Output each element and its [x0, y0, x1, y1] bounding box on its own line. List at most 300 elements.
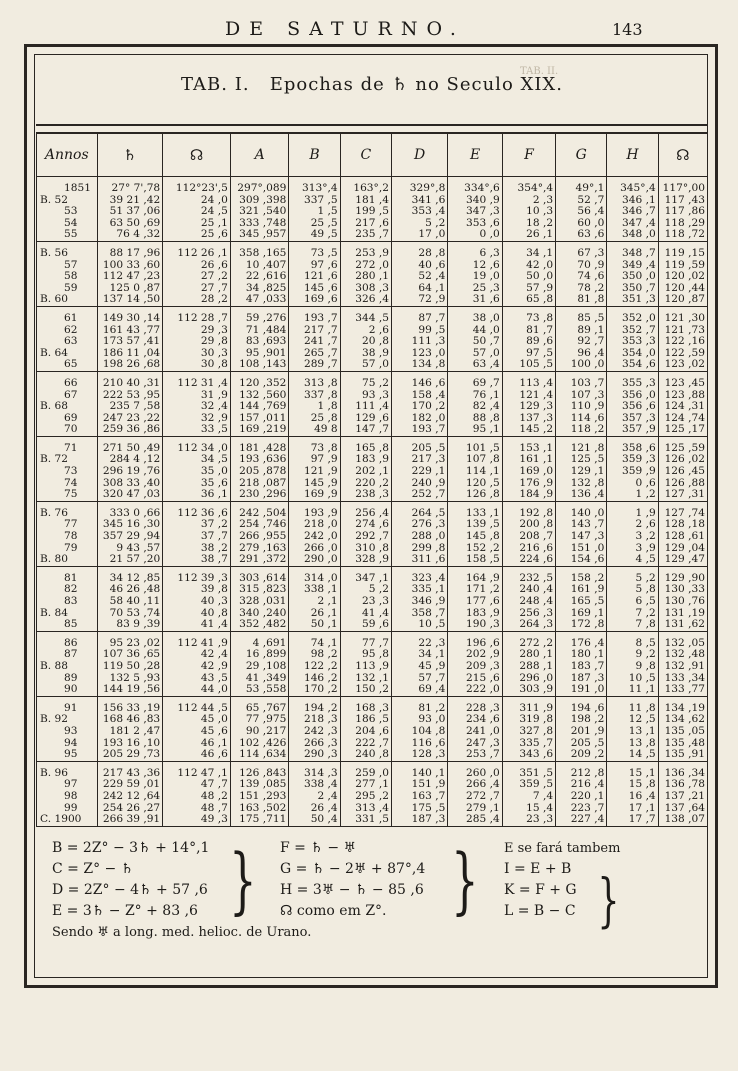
value-cell [556, 306, 607, 371]
value: 181 ,4 [355, 193, 389, 206]
value-cell [556, 631, 607, 696]
value: 57 ,9 [526, 281, 554, 294]
value: 133 ,34 [664, 671, 705, 684]
table-row [37, 761, 708, 826]
value: 288 ,1 [519, 659, 554, 672]
value: 112 47 ,23 [102, 270, 161, 283]
value: 205 ,5 [570, 736, 605, 749]
value-cell [502, 371, 555, 436]
value: 151 ,293 [239, 789, 287, 802]
value: 163°,2 [353, 182, 389, 194]
value-cell [163, 761, 231, 826]
value: 133 ,1 [466, 506, 500, 519]
value: 0 ,0 [479, 228, 500, 241]
value: 358 ,165 [239, 246, 287, 259]
value: 253 ,7 [466, 748, 500, 761]
value: 285 ,4 [466, 813, 500, 826]
value: 107 ,3 [570, 388, 605, 401]
value: 29 ,8 [200, 335, 228, 348]
column-header-5: C [340, 133, 391, 177]
title-rule [36, 124, 708, 126]
value: 126 ,45 [664, 465, 705, 478]
value: 95 23 ,02 [109, 636, 161, 649]
value-cell [289, 566, 340, 631]
value: 17 ,0 [418, 228, 446, 241]
value: 134 ,8 [411, 358, 446, 371]
value: 222 ,0 [466, 683, 500, 696]
value: 136 ,78 [664, 778, 705, 791]
value: 223 ,7 [570, 801, 605, 814]
year-label: B. 68 [40, 400, 68, 413]
value-cell [230, 371, 288, 436]
value: 349 ,4 [621, 258, 656, 271]
value: 52 ,7 [577, 193, 605, 206]
value: 50 ,4 [310, 813, 338, 826]
value: 1 ,9 [635, 506, 656, 519]
value: 331 ,5 [355, 813, 389, 826]
value: 112 31 ,4 [177, 376, 228, 389]
value: 337 ,5 [303, 193, 338, 206]
value: 247 23 ,22 [102, 411, 161, 424]
value: 49 8 [314, 423, 338, 436]
value: 321 ,540 [239, 205, 287, 218]
value: 30 ,8 [200, 358, 228, 371]
value: 208 ,7 [519, 530, 554, 543]
value: 291 ,372 [239, 553, 287, 566]
year-label: 97 [64, 778, 78, 791]
value: 158 ,5 [466, 553, 500, 566]
value: 121 ,4 [519, 388, 554, 401]
value-cell [448, 631, 502, 696]
value: 222 ,7 [355, 736, 389, 749]
column-header-3: A [230, 133, 288, 177]
value-cell [340, 501, 391, 566]
value: 100 ,0 [570, 358, 605, 371]
value-cell [556, 177, 607, 242]
value-cell [607, 566, 658, 631]
value: 25 ,1 [200, 216, 228, 229]
year-cell [37, 566, 98, 631]
value: 359 ,9 [621, 465, 656, 478]
bleed-through-text: TAB. II. [520, 66, 559, 77]
year-label: 94 [64, 736, 78, 749]
value-cell [230, 566, 288, 631]
value: 73 ,8 [526, 311, 554, 324]
value: 353 ,4 [411, 205, 446, 218]
value: 235 ,7 [355, 228, 389, 241]
value: 112 26 ,1 [177, 246, 228, 259]
value-cell [340, 306, 391, 371]
value: 192 ,8 [519, 506, 554, 519]
value: 217 43 ,36 [102, 766, 161, 779]
value: 319 ,8 [519, 713, 554, 726]
value-cell [340, 241, 391, 306]
value: 38 ,2 [200, 541, 228, 554]
value: 47 ,033 [245, 293, 287, 306]
value: 209 ,3 [466, 659, 500, 672]
value-cell [230, 696, 288, 761]
formula-column-2 [280, 838, 425, 922]
value: 50 ,1 [310, 618, 338, 631]
value: 88 17 ,96 [109, 246, 161, 259]
value: 5 ,8 [635, 583, 656, 596]
value: 119 ,59 [664, 258, 705, 271]
value: 117 ,43 [664, 193, 705, 206]
year-label: B. 92 [40, 713, 68, 726]
value: 131 ,62 [664, 618, 705, 631]
value: 276 ,3 [411, 518, 446, 531]
year-label: 61 [64, 311, 78, 324]
value: 10 ,5 [418, 618, 446, 631]
value-cell [556, 371, 607, 436]
value: 234 ,6 [466, 713, 500, 726]
value-cell [289, 241, 340, 306]
value-cell [163, 631, 231, 696]
year-label: B. 72 [40, 453, 68, 466]
value: 26 ,1 [526, 228, 554, 241]
value: 296 19 ,76 [102, 465, 161, 478]
value-cell [607, 436, 658, 501]
year-label: B. 64 [40, 346, 68, 359]
value: 51 37 ,06 [109, 205, 161, 218]
value-cell [163, 177, 231, 242]
value: 22 ,616 [245, 270, 287, 283]
value: 26 ,1 [310, 606, 338, 619]
value: 274 ,6 [355, 518, 389, 531]
value-cell [163, 566, 231, 631]
value: 96 ,4 [577, 346, 605, 359]
value: 10 ,3 [526, 205, 554, 218]
value: 128 ,18 [664, 518, 705, 531]
value-cell [502, 241, 555, 306]
value: 329°,8 [409, 182, 446, 194]
value-cell [448, 501, 502, 566]
column-header-10: H [607, 133, 658, 177]
year-label: 95 [64, 748, 78, 761]
value: 63 ,4 [472, 358, 500, 371]
value: 272 ,7 [466, 789, 500, 802]
value-cell [97, 306, 163, 371]
value-cell [556, 436, 607, 501]
value: 345°,4 [620, 182, 656, 194]
column-header-1: ♄ [97, 133, 163, 177]
value-cell [448, 241, 502, 306]
value: 230 ,296 [239, 488, 287, 501]
value: 125 ,59 [664, 441, 705, 454]
value: 3 ,9 [635, 541, 656, 554]
year-label: B. 84 [40, 606, 68, 619]
value-cell [340, 696, 391, 761]
value: 170 ,2 [303, 683, 338, 696]
value: 15 ,1 [628, 766, 656, 779]
value: 132 ,91 [664, 659, 705, 672]
value: 266 ,955 [239, 530, 287, 543]
running-title: DE SATURNO. [225, 18, 465, 40]
value-cell [391, 177, 447, 242]
value-cell [502, 566, 555, 631]
value: 120 ,44 [664, 281, 705, 294]
value: 14 ,5 [628, 748, 656, 761]
value: 28 ,8 [418, 246, 446, 259]
year-label: 99 [64, 801, 78, 814]
value-cell [340, 177, 391, 242]
brace-3: } [597, 866, 620, 934]
value: 131 ,19 [664, 606, 705, 619]
year-label: 55 [64, 228, 78, 241]
value-cell [340, 566, 391, 631]
value: 119 ,15 [664, 246, 705, 259]
value: 151 ,0 [570, 541, 605, 554]
value-cell [607, 371, 658, 436]
value: 129 ,3 [519, 400, 554, 413]
value-cell [289, 761, 340, 826]
value-cell [97, 371, 163, 436]
value-cell [230, 177, 288, 242]
value: 266 39 ,91 [102, 813, 161, 826]
value: 17 ,7 [628, 813, 656, 826]
year-label: 67 [64, 388, 78, 401]
value: 132 ,05 [664, 636, 705, 649]
value: 46 ,6 [200, 748, 228, 761]
value: 34 ,1 [526, 246, 554, 259]
value: 153 ,1 [519, 441, 554, 454]
year-label: B. 88 [40, 659, 68, 672]
title-suffix: no Seculo XIX. [415, 74, 563, 95]
value: 132 ,560 [239, 388, 287, 401]
value-cell [289, 696, 340, 761]
year-cell [37, 631, 98, 696]
value: 181 ,428 [239, 441, 287, 454]
value: 30 ,3 [200, 346, 228, 359]
table-row [37, 371, 708, 436]
value: 340 ,9 [466, 193, 500, 206]
value: 71 ,484 [245, 323, 287, 336]
value: 254 26 ,27 [102, 801, 161, 814]
year-label: 62 [64, 323, 78, 336]
value: 107 ,8 [466, 453, 500, 466]
brace-2: } [451, 838, 479, 922]
value-cell [391, 501, 447, 566]
value: 97 ,9 [310, 453, 338, 466]
value: 46 ,1 [200, 736, 228, 749]
value: 122 ,2 [303, 659, 338, 672]
value-cell [607, 177, 658, 242]
value-cell [607, 631, 658, 696]
column-header-9: G [556, 133, 607, 177]
value: 135 ,91 [664, 748, 705, 761]
value: 193 ,7 [411, 423, 446, 436]
value: 112 41 ,9 [177, 636, 228, 649]
value-cell [658, 501, 707, 566]
value: 64 ,1 [418, 281, 446, 294]
value: 198 ,2 [570, 713, 605, 726]
year-label: 93 [64, 724, 78, 737]
value: 260 ,0 [466, 766, 500, 779]
value: 173 57 ,41 [102, 335, 161, 348]
value: 132 ,1 [355, 671, 389, 684]
value: 323 ,4 [411, 571, 446, 584]
value: 100 33 ,60 [102, 258, 161, 271]
year-label: 69 [64, 411, 78, 424]
year-label: B. 60 [40, 293, 68, 306]
value: 123 ,0 [411, 346, 446, 359]
value-cell [502, 306, 555, 371]
value: 194 ,2 [303, 701, 338, 714]
value: 145 ,8 [466, 530, 500, 543]
value: 182 ,0 [411, 411, 446, 424]
value: 314 ,0 [303, 571, 338, 584]
value-cell [289, 436, 340, 501]
value: 40 ,3 [200, 595, 228, 607]
value-cell [502, 501, 555, 566]
value: 165 ,5 [570, 595, 605, 607]
value: 5 ,2 [368, 583, 389, 596]
value: 70 ,9 [577, 258, 605, 271]
value: 127 ,74 [664, 506, 705, 519]
value: 181 2 ,47 [109, 724, 161, 737]
value: 240 ,8 [355, 748, 389, 761]
value-cell [97, 177, 163, 242]
value: 111 ,3 [411, 335, 446, 348]
value: 218 ,087 [239, 476, 287, 489]
value: 65 ,767 [245, 701, 287, 714]
value: 290 ,0 [303, 553, 338, 566]
year-label: 75 [64, 488, 78, 501]
value-cell [97, 566, 163, 631]
value: 6 ,5 [635, 595, 656, 607]
value: 112 44 ,5 [177, 701, 228, 714]
value: 24 ,5 [200, 205, 228, 218]
value: 299 ,8 [411, 541, 446, 554]
value: 163 ,7 [411, 789, 446, 802]
value-cell [163, 501, 231, 566]
value: 238 ,3 [355, 488, 389, 501]
value: 335 ,7 [519, 736, 554, 749]
value: 217 ,7 [303, 323, 338, 336]
epochs-table [36, 132, 708, 827]
year-label: 83 [64, 595, 78, 607]
value: 59 ,6 [361, 618, 389, 631]
value: 137 ,21 [664, 789, 705, 802]
value: 16 ,899 [245, 648, 287, 661]
value-cell [448, 306, 502, 371]
year-label: 74 [64, 476, 78, 489]
year-label: 91 [64, 701, 78, 714]
year-cell [37, 177, 98, 242]
value: 63 50 ,69 [109, 216, 161, 229]
value: 126 ,88 [664, 476, 705, 489]
value-cell [289, 306, 340, 371]
value: 345 16 ,30 [102, 518, 161, 531]
value: 82 ,4 [472, 400, 500, 413]
value-cell [556, 566, 607, 631]
value: 128 ,3 [411, 748, 446, 761]
value: 78 ,2 [577, 281, 605, 294]
value: 222 53 ,95 [102, 388, 161, 401]
year-label: 89 [64, 671, 78, 684]
value-cell [163, 241, 231, 306]
value: 313 ,8 [303, 376, 338, 389]
value-cell [97, 631, 163, 696]
value-cell [391, 631, 447, 696]
value: 0 ,6 [635, 476, 656, 489]
value: 354 ,6 [621, 358, 656, 371]
value: 37 ,7 [200, 530, 228, 543]
value: 337 ,8 [303, 388, 338, 401]
value: 41 ,4 [361, 606, 389, 619]
value-cell [230, 241, 288, 306]
value: 356 ,0 [621, 388, 656, 401]
value: 73 ,5 [310, 246, 338, 259]
year-cell [37, 306, 98, 371]
value: 224 ,6 [519, 553, 554, 566]
value: 97 ,6 [310, 258, 338, 271]
value: 81 ,8 [577, 293, 605, 306]
value: 356 ,6 [621, 400, 656, 413]
value: 347 ,1 [355, 571, 389, 584]
value: 171 ,2 [466, 583, 500, 596]
page-header [0, 14, 738, 42]
year-label: 98 [64, 789, 78, 802]
value-cell [448, 436, 502, 501]
value: 48 ,7 [200, 801, 228, 814]
year-label: 79 [64, 541, 78, 554]
value: 353 ,6 [466, 216, 500, 229]
value-cell [607, 241, 658, 306]
value-cell [97, 761, 163, 826]
value: 130 ,33 [664, 583, 705, 596]
column-header-7: E [448, 133, 502, 177]
value: 10 ,5 [628, 671, 656, 684]
value: 7 ,8 [635, 618, 656, 631]
value: 69 ,7 [472, 376, 500, 389]
table-row [37, 241, 708, 306]
value: 107 36 ,65 [102, 648, 161, 661]
value-cell [658, 371, 707, 436]
value: 184 ,9 [519, 488, 554, 501]
value: 126 ,02 [664, 453, 705, 466]
year-label: 71 [64, 441, 78, 454]
value-cell [340, 371, 391, 436]
value-cell [340, 436, 391, 501]
value: 25 ,8 [310, 411, 338, 424]
value: 104 ,8 [411, 724, 446, 737]
value: 129 ,47 [664, 553, 705, 566]
value: 139 ,5 [466, 518, 500, 531]
value: 45 ,9 [418, 659, 446, 672]
value: 48 ,2 [200, 789, 228, 802]
value-cell [448, 371, 502, 436]
value: 259 36 ,86 [102, 423, 161, 436]
value: 352 ,7 [621, 323, 656, 336]
value-cell [607, 696, 658, 761]
value: 335 ,1 [411, 583, 446, 596]
value: 308 ,3 [355, 281, 389, 294]
year-label: 53 [64, 205, 78, 218]
value: 33 ,5 [200, 423, 228, 436]
value: 27 ,2 [200, 270, 228, 283]
value: 4 ,691 [252, 636, 287, 649]
value: 266 ,3 [303, 736, 338, 749]
value: 47 ,7 [200, 778, 228, 791]
value: 193 ,9 [303, 506, 338, 519]
year-label: 78 [64, 530, 78, 543]
value: 9 ,8 [635, 659, 656, 672]
value: 196 ,6 [466, 636, 500, 649]
value: 333 ,748 [239, 216, 287, 229]
value: 284 4 ,12 [109, 453, 161, 466]
value: 341 ,6 [411, 193, 446, 206]
